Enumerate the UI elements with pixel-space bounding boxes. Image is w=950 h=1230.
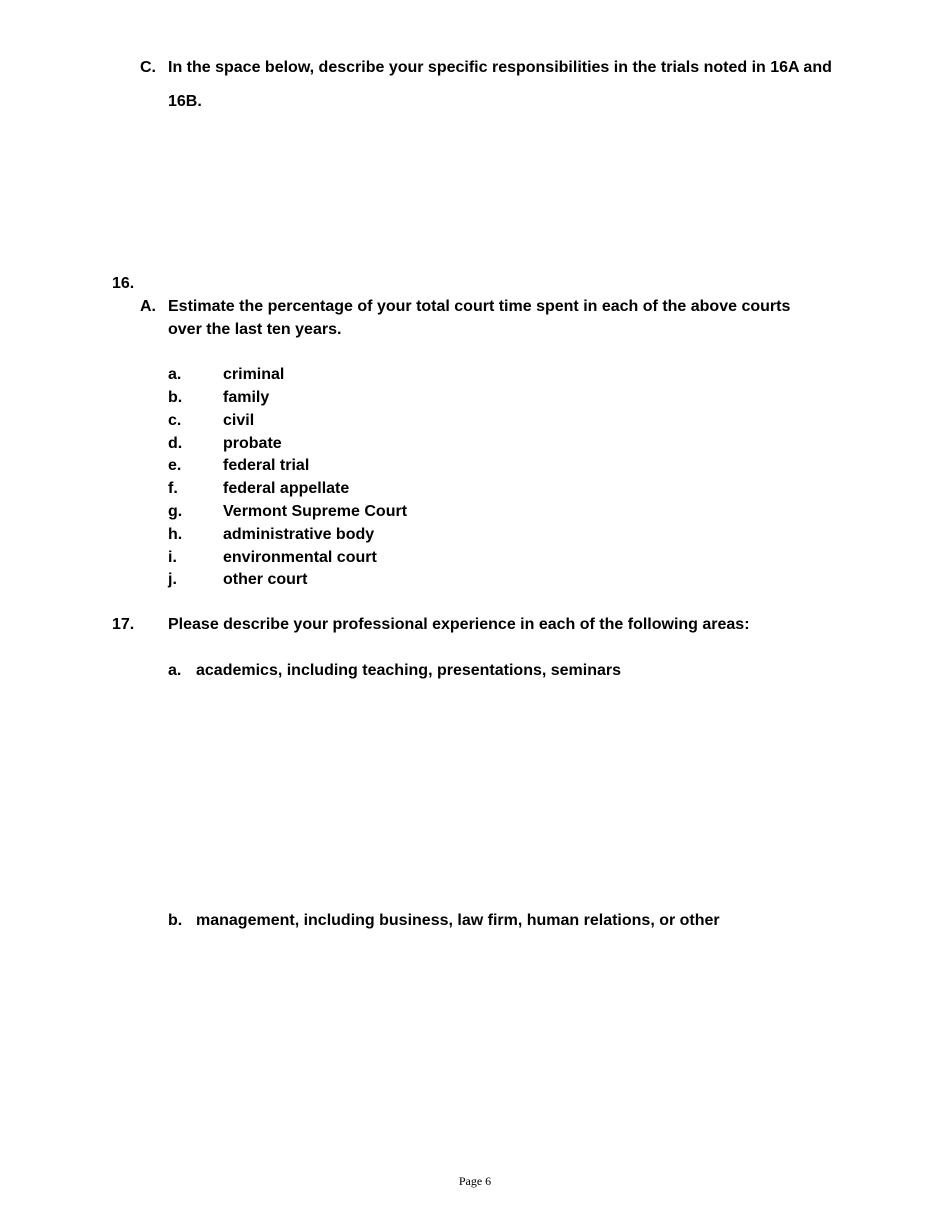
court-item-federal-trial: federal trial — [223, 457, 310, 474]
court-item-civil: civil — [223, 412, 255, 429]
court-item-letter: f. — [168, 480, 178, 497]
court-item-vermont-supreme-court: Vermont Supreme Court — [223, 503, 408, 520]
question-16-number: 16. — [112, 275, 135, 292]
page-number: Page 6 — [458, 1174, 492, 1188]
question-16a-letter: A. — [140, 298, 156, 315]
section-c-line1: In the space below, describe your specific responsibilities in the trials noted in 16A and — [168, 59, 832, 76]
question-17b-letter: b. — [168, 912, 183, 929]
court-item-other-court: other court — [223, 571, 308, 588]
question-16a-line2: over the last ten years. — [168, 321, 342, 338]
court-item-letter: d. — [168, 435, 183, 452]
court-item-letter: b. — [168, 389, 183, 406]
question-17a-text: academics, including teaching, presentations, seminars — [196, 662, 622, 679]
question-17-number: 17. — [112, 616, 135, 633]
court-item-environmental-court: environmental court — [223, 549, 377, 566]
court-item-letter: h. — [168, 526, 183, 543]
court-item-family: family — [223, 389, 270, 406]
court-item-probate: probate — [223, 435, 282, 452]
court-item-letter: c. — [168, 412, 182, 429]
court-item-letter: j. — [168, 571, 177, 588]
question-17b-text: management, including business, law firm, human relations, or other — [196, 912, 720, 929]
court-item-letter: i. — [168, 549, 177, 566]
question-17a-letter: a. — [168, 662, 182, 679]
question-16a-line1: Estimate the percentage of your total court time spent in each of the above courts — [168, 298, 791, 315]
court-item-letter: g. — [168, 503, 183, 520]
section-c-line2: 16B. — [168, 93, 202, 110]
court-item-federal-appellate: federal appellate — [223, 480, 350, 497]
court-item-letter: e. — [168, 457, 182, 474]
section-c-letter: C. — [140, 59, 156, 76]
court-item-criminal: criminal — [223, 366, 285, 383]
question-17-prompt: Please describe your professional experience in each of the following areas: — [168, 616, 750, 633]
court-item-letter: a. — [168, 366, 182, 383]
court-item-administrative-body: administrative body — [223, 526, 375, 543]
